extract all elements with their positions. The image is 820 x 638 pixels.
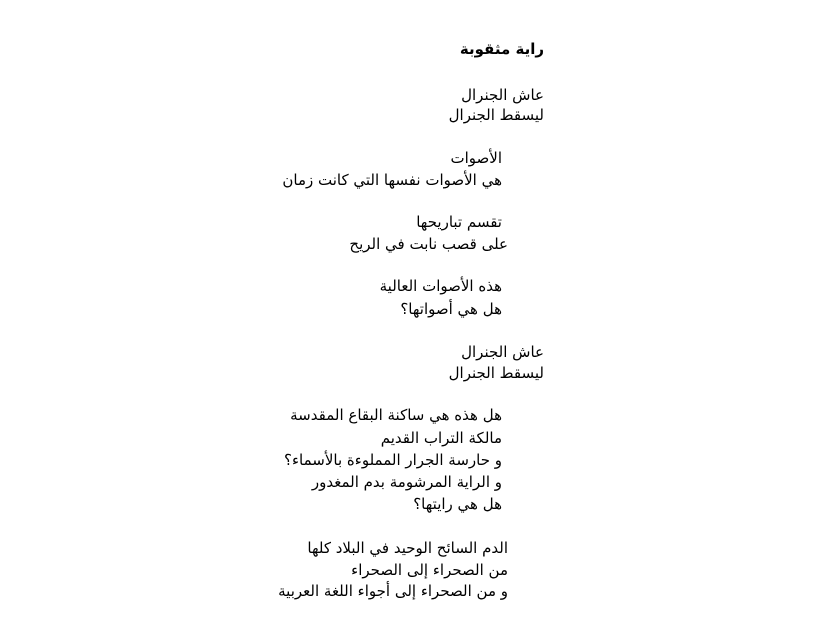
poem-line: ليسقط الجنرال — [448, 364, 544, 382]
poem-line: الدم السائح الوحيد في البلاد كلها — [307, 539, 508, 557]
poem-line: هل هذه هي ساكنة البقاع المقدسة — [290, 406, 502, 424]
poem-line: و الراية المرشومة بدم المغدور — [311, 473, 502, 491]
poem-title: راية مثقوبة — [459, 40, 544, 58]
poem-line: ليسقط الجنرال — [448, 106, 544, 124]
poem-line: هذه الأصوات العالية — [379, 277, 502, 295]
poem-line: تقسم تباريحها — [416, 213, 502, 231]
poem-line: و حارسة الجرار المملوءة بالأسماء؟ — [284, 451, 502, 469]
poem-line: هل هي رايتها؟ — [413, 495, 502, 513]
poem-line: على قصب نابت في الريح — [349, 235, 508, 253]
poem-line: الأصوات — [450, 149, 502, 167]
poem-line: و من الصحراء إلى أجواء اللغة العربية — [278, 582, 508, 600]
poem-line: من الصحراء إلى الصحراء — [351, 561, 508, 579]
poem-line: مالكة التراب القديم — [380, 429, 502, 447]
poem-line: عاش الجنرال — [461, 343, 544, 361]
poem-line: هل هي أصواتها؟ — [400, 300, 502, 318]
poem-line: عاش الجنرال — [461, 86, 544, 104]
poem-line: هي الأصوات نفسها التي كانت زمان — [282, 171, 502, 189]
